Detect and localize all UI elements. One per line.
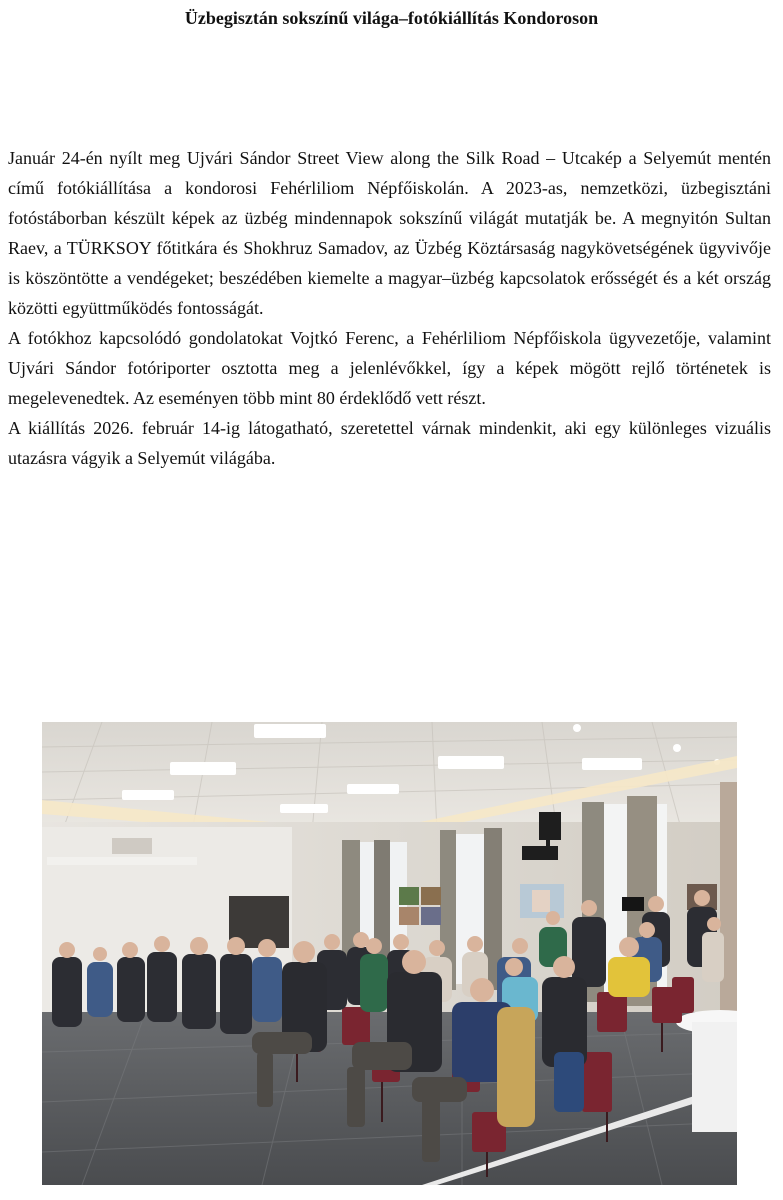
document-title: Üzbegisztán sokszínű világa–fotókiállítás Kondoroson [184, 8, 599, 28]
video-camera [622, 897, 644, 911]
projector-screen-case [47, 857, 197, 865]
projector [112, 838, 152, 854]
paragraph-1: Január 24-én nyílt meg Ujvári Sándor Street View along the Silk Road – Utcakép a Selyemút mentén című fotókiállítása a kondorosi Fehérliliom Népfőiskolán. A 2023-as, nemzetközi, üzbegisztáni fotóstáborban készült képek az üzbég mindennapok sokszínű világát mutatják be. A megnyitón Sultan Raev, a TÜRKSOY főtitkára és Shokhruz Samadov, az Üzbég Köztársaság nagykövetségének ügyvivője is köszöntötte a vendégeket; beszédében kiemelte a magyar–üzbég kapcsolatok erősségét és a két ország közötti együttműködés fontosságát. [8, 148, 771, 318]
paragraph-2: A fotókhoz kapcsolódó gondolatokat Vojtkó Ferenc, a Fehérliliom Népfőiskola ügyvezetője, valamint Ujvári Sándor fotóriporter osztotta meg a jelenlévőkkel, így a képek mögött rejlő történetek is megelevenedtek. Az eseményen több mint 80 érdeklődő vett részt. [8, 328, 771, 408]
event-photo-illustration [42, 722, 737, 1185]
event-photo [42, 722, 737, 1185]
article-body [8, 143, 771, 473]
paragraph-3: A kiállítás 2026. február 14-ig látogatható, szeretettel várnak mindenkit, aki egy különleges vizuális utazásra vágyik a Selyemút világába. [8, 418, 771, 468]
